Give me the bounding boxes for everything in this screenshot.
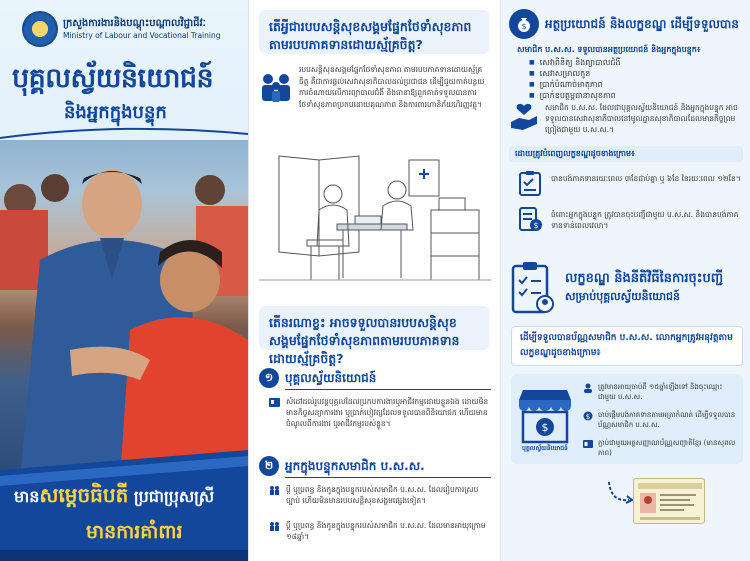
benefits-intro: សមាជិក ប.ស.ស. ទទួលបានអត្ថប្រយោជន៍ និងអ្នកក្នុងបន្ទុក៖: [517, 45, 701, 54]
national-id-card-image: [633, 478, 705, 524]
registration-title: [565, 270, 723, 306]
curved-arrow-icon: [605, 478, 635, 508]
benefit-item: ■ ប្រាក់ឧបត្ថម្ភធានាសុខភាព: [529, 90, 621, 101]
svg-text:$: $: [521, 22, 527, 31]
svg-text:$: $: [585, 413, 591, 421]
section-1-divider: [285, 389, 491, 390]
conditions-title: ដោយត្រូវបំពេញលក្ខខណ្ឌដូចខាងក្រោម៖: [509, 146, 743, 162]
section-2-number: ២: [259, 456, 279, 476]
condition-text-1: បានបង់ភាគទានរយៈពេល ៣ខែជាប់គ្នា ឬ ៦ខែ នៃរយៈពេល ១២ខែ។: [551, 174, 741, 183]
clipboard-check-icon: [517, 170, 543, 196]
question-2-box: [259, 306, 489, 366]
question-2: តើនរណាខ្លះ អាចទទួលបានរបបសន្តិសុខសង្គមផ្នែកថែទាំសុខភាពតាមរបបភាគទានដោយស្ម័គ្រចិត្ត?: [269, 315, 460, 366]
health-service-text: សមាជិក ប.ស.ស. ដែលជាបុគ្គលស្វ័យនិយោជន៍ និងអ្នកក្នុងបន្ទុក អាចទទួលបានសេវាសុខាភិបាលនៅមូលដ្ឋានសុខាភិបាលដែលមានកិច្ចព្រមព្រៀងជាមួយ ប.ស.ស.។: [545, 103, 738, 134]
benefit-item: ■ សេវាសម្រាលកូន: [529, 68, 621, 79]
id-card-illustration: [634, 479, 706, 525]
benefits-title: អត្ថប្រយោជន៍ និងលក្ខខណ្ឌ ដើម្បីទទួលបាន: [545, 16, 739, 31]
section-dependents: [259, 456, 493, 556]
person-icon: [583, 383, 593, 393]
condition-row-2: [517, 206, 741, 232]
benefits-panel: [500, 0, 750, 561]
registration-title-line-1: លក្ខខណ្ឌ និងនីតិវិធីនៃការចុះបញ្ជី: [565, 271, 724, 286]
info-panel: [248, 0, 500, 561]
banner-line-2: មានការគាំពារ: [86, 521, 183, 543]
banner-line-1-highlight: សម្តេចធិបតី: [39, 483, 129, 507]
benefit-item: ■ ប្រាក់បំណាច់មាតុភាព: [529, 79, 621, 90]
id-card-icon: [269, 397, 280, 408]
cover-photo: [0, 140, 248, 480]
section-2-item-2: [269, 520, 491, 542]
section-2-title: អ្នកក្នុងបន្ទុកសមាជិក ប.ស.ស.: [285, 459, 425, 473]
cover-panel: [0, 0, 248, 561]
requirement-text-1: ត្រូវមានអាយុចាប់ពី ១៥ឆ្នាំឡើងទៅ និងចុះឈ្មោះជាមួយ ប.ស.ស.: [598, 383, 723, 401]
section-1-number: ១: [259, 368, 279, 388]
condition-row-1: [517, 170, 741, 196]
section-2-divider: [285, 477, 491, 478]
ministry-name-km: ក្រសួងការងារនិងបណ្តុះបណ្តាលវិជ្ជាជីវៈ: [63, 18, 206, 29]
ministry-name-en: Ministry of Labour and Vocational Training: [63, 31, 221, 40]
section-2-item-1: [269, 484, 491, 506]
question-1: តើអ្វីជារបបសន្តិសុខសង្គមផ្នែកថែទាំសុខភាពតាមរបបភាគទានដោយស្ម័គ្រចិត្ត?: [269, 19, 472, 52]
banner-line-1-pre: មាន: [14, 487, 40, 506]
family-icon: [259, 70, 293, 104]
requirement-text-3: ភ្ជាប់ជាមួយអត្តសញ្ញាណប័ណ្ណសញ្ជាតិខ្មែរ (មានសុពលភាព): [598, 439, 736, 457]
section-1-item: [269, 396, 491, 429]
requirement-row-3: [583, 438, 739, 458]
svg-text:$: $: [541, 421, 549, 434]
family-small-icon: [269, 485, 280, 496]
shop-label: បុគ្គលស្វ័យនិយោជន៍: [522, 445, 568, 452]
registration-title-line-2: សម្រាប់បុគ្គលស្វ័យនិយោជន៍: [565, 290, 680, 303]
section-2-text-2: ប្តី ឬប្រពន្ធ និងកូនក្នុងបន្ទុករបស់សមាជិក ប.ស.ស. ដែលមានអាយុក្រោម ១៨ឆ្នាំ។: [286, 521, 486, 541]
requirement-row-1: [583, 382, 739, 402]
question-1-box: [259, 10, 489, 54]
coin-icon: [583, 411, 593, 421]
health-service-row: [509, 102, 745, 144]
section-1-text: សំដៅដល់រូបវន្តបុគ្គលដែលប្រកបការងារឬអាជីវកម្មដោយខ្លួនឯង ដោយមិនមានកិច្ចសន្យាការងារ ឬប្រាក់បៀវត្សដែលទទួលបានពីនិយោជក ហើយមានចំណូលពីការងារ ឬអាជីវកម្មរបស់ខ្លួន។: [286, 397, 489, 428]
requirement-text-2: ចាប់ផ្តើមបង់ភាគទានតាមអត្រាកំណត់ ដើម្បីទទួលបានប័ណ្ណសមាជិក ប.ស.ស.: [598, 411, 736, 429]
cover-title: បុគ្គលស្វ័យនិយោជន៍: [12, 63, 214, 94]
section-self-employed: [259, 368, 493, 452]
requirements-box: [511, 374, 743, 464]
requirement-row-2: [583, 410, 739, 430]
section-1-title: បុគ្គលស្វ័យនិយោជន៍: [285, 371, 377, 385]
cover-subtitle: និងអ្នកក្នុងបន្ទុក: [64, 102, 167, 123]
ministry-header: [0, 0, 248, 58]
banner-line-1-post: ប្រជាប្រុសស្រី: [128, 487, 215, 506]
ministry-name: [63, 17, 220, 41]
banner-line-1: [14, 482, 214, 512]
registration-header: [509, 256, 743, 320]
section-2-text-1: ប្តី ឬប្រពន្ធ និងកូនក្នុងបន្ទុករបស់សមាជិក ប.ស.ស. ដែលរៀបការស្របច្បាប់ ហើយមិនមានរបបសន្តិសុខសង្គមផ្សេងទៀត។: [286, 485, 479, 505]
ministry-logo-icon: [22, 11, 58, 47]
doctor-consultation-illustration: [259, 146, 491, 296]
money-bag-icon: [509, 9, 539, 39]
hand-heart-icon: [509, 102, 539, 132]
registration-instructions: ដើម្បីទទួលបានប័ណ្ណសមាជិក ប.ស.ស. លោកអ្នកត្រូវអនុវត្តតាមលក្ខខណ្ឌដូចខាងក្រោម៖: [511, 326, 743, 366]
definition-row: [259, 64, 491, 142]
benefit-item: ■ សេវាពិនិត្យ និងព្យាបាលជំងឺ: [529, 57, 621, 68]
benefits-header: [509, 8, 743, 40]
svg-text:$: $: [533, 221, 539, 230]
cover-photo-illustration: [0, 140, 248, 480]
registration-clipboard-icon: [509, 260, 555, 316]
id-card-icon: [583, 439, 593, 449]
definition-text: របបសន្តិសុខសង្គមផ្នែកថែទាំសុខភាព តាមរបបភាគទានដោយស្ម័គ្រចិត្ត គឺជាការផ្តល់សេវាសុខាភិបាលដល់ប្រជាជន ដើម្បីជួយកាត់បន្ថយការចំណាយលើការព្យាបាលជំងឺ និងធានាឱ្យពួកគាត់ទទួលបានការថែទាំសុខភាពប្រកបដោយគុណភាព និងការពារហានិភ័យហិរញ្ញវត្ថុ។: [299, 65, 485, 109]
family-small-icon: [269, 521, 280, 532]
condition-text-2: ចំពោះអ្នកក្នុងបន្ទុក ត្រូវបានចុះបញ្ជីជាមួយ ប.ស.ស. និងបានបង់ភាគទានទាន់ពេលវេលា។: [551, 210, 739, 230]
benefits-list: [529, 57, 621, 101]
document-money-icon: [517, 206, 543, 232]
